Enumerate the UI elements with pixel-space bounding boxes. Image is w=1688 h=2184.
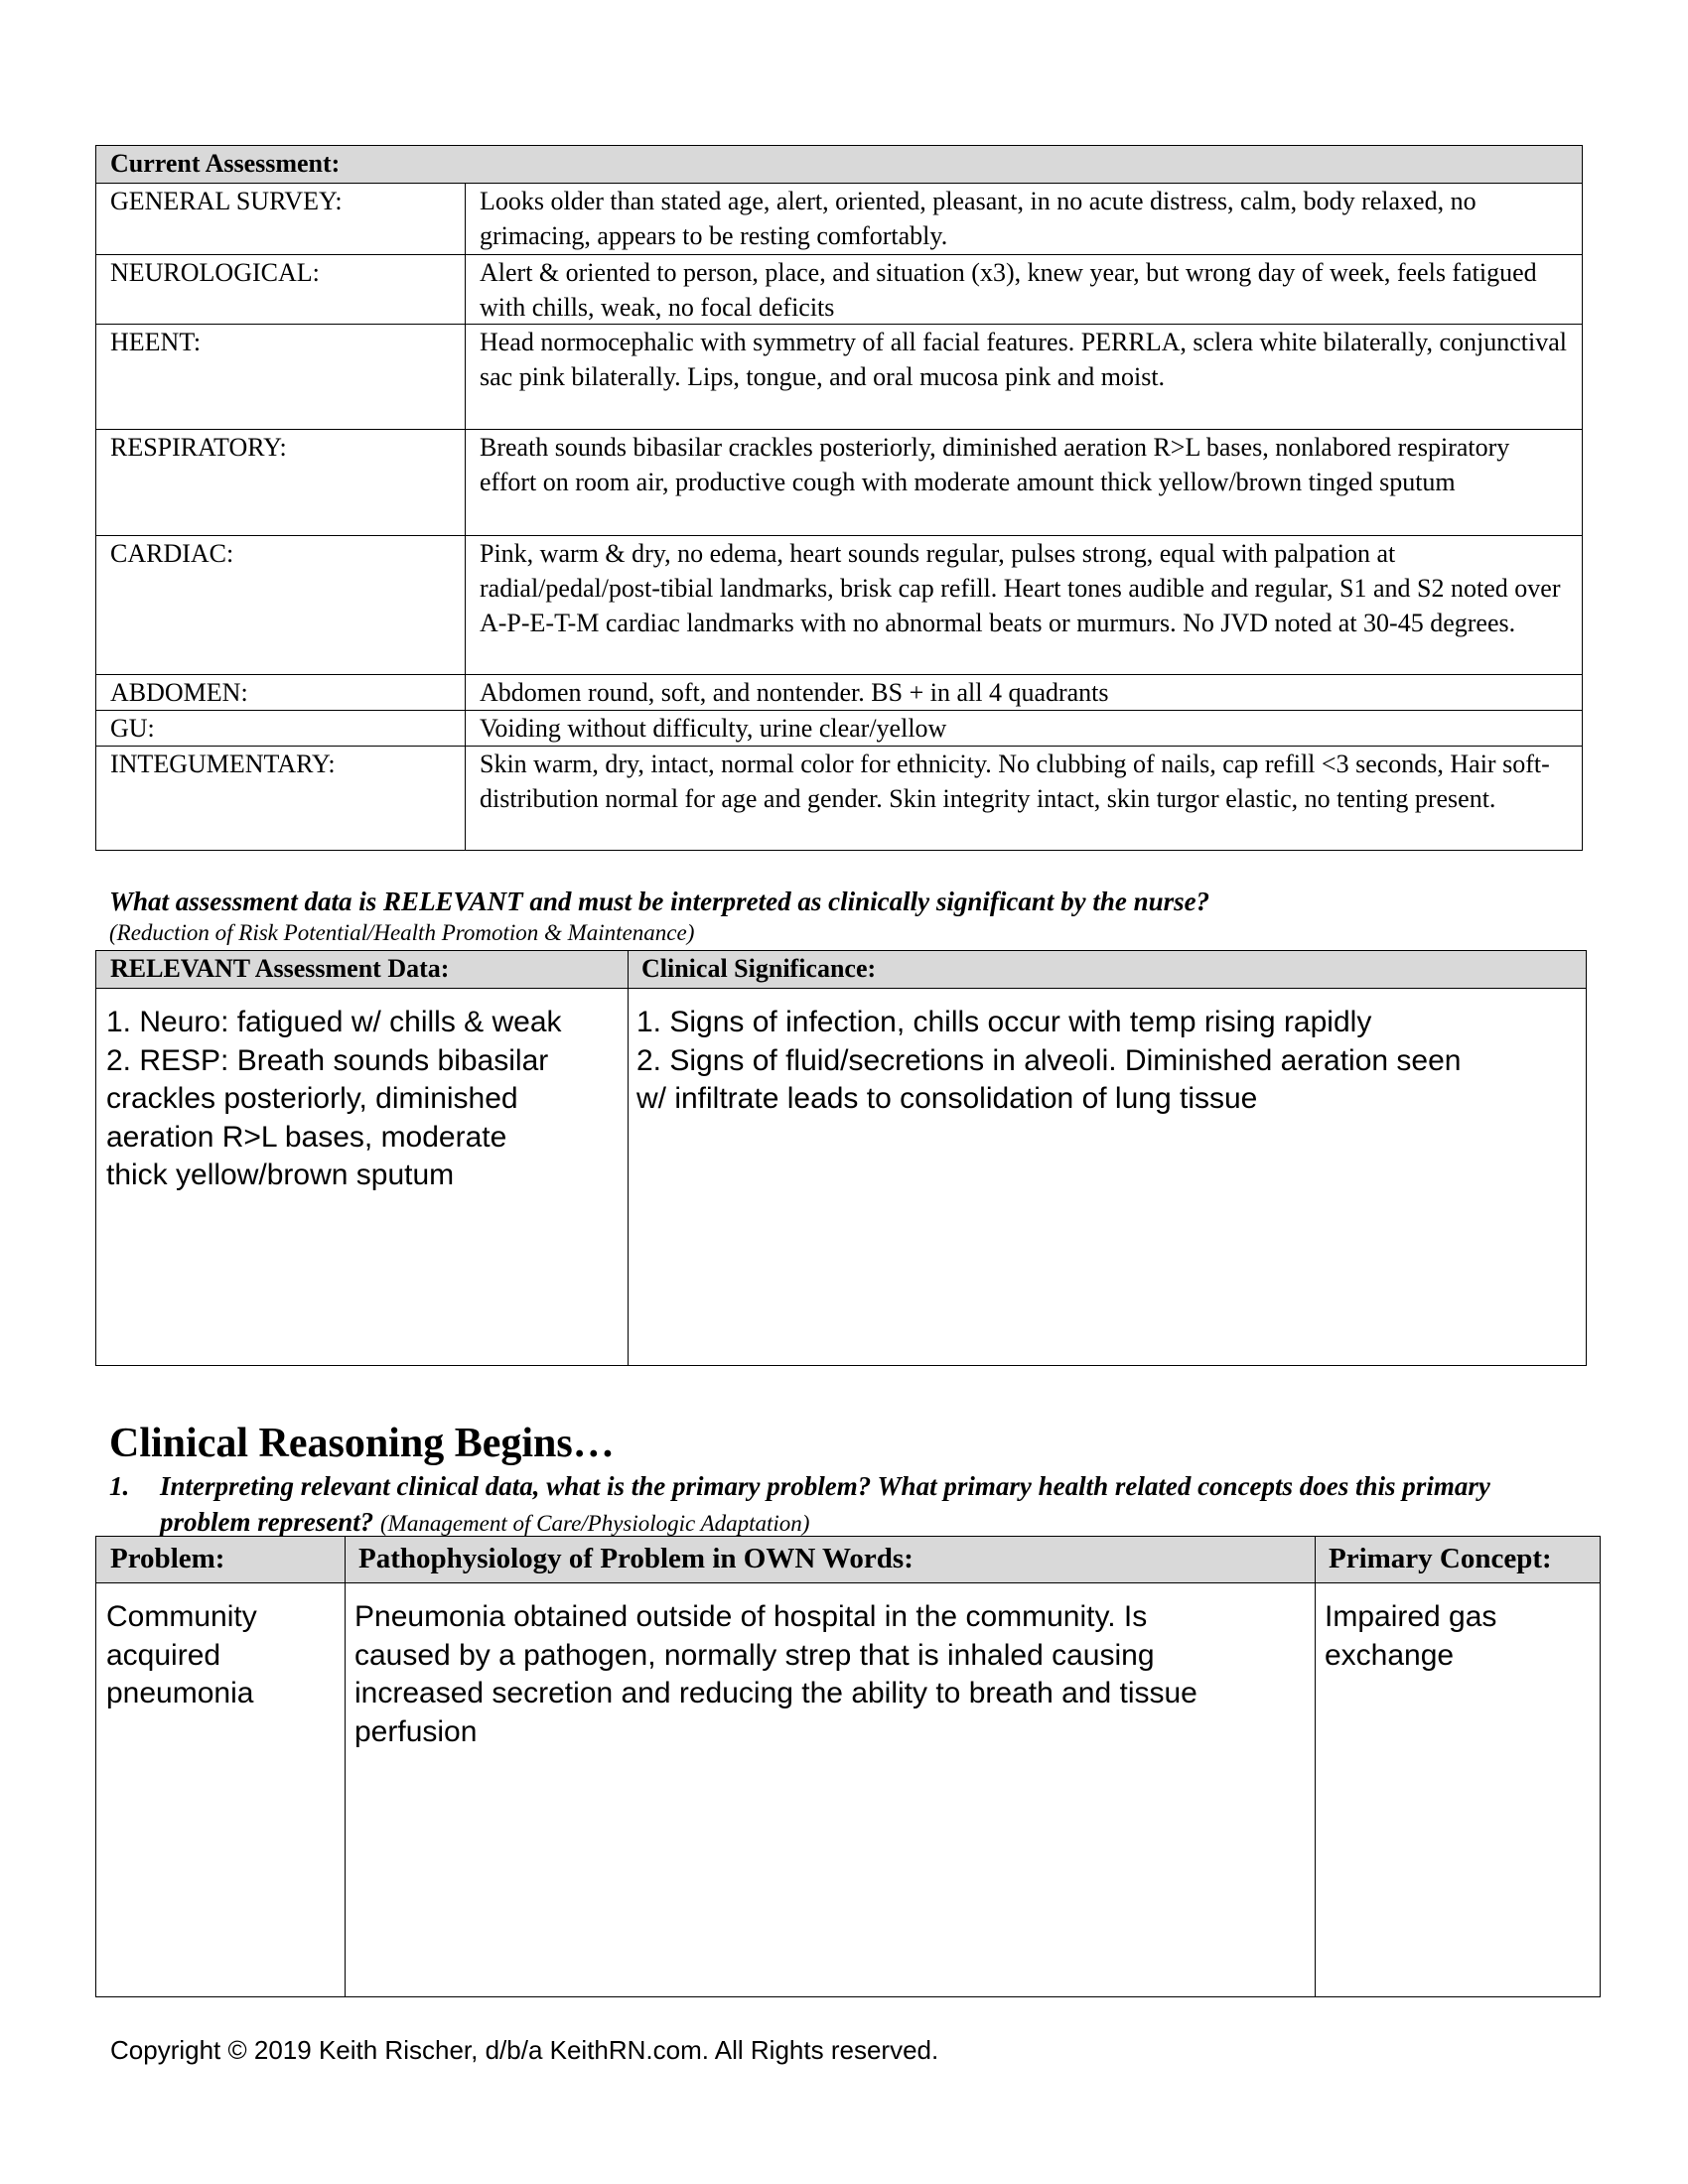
table-row: [96, 746, 1582, 852]
row-value: Breath sounds bibasilar crackles posteriorly, diminished aeration R>L bases, nonlabored respiratory effort on room air, productive cough with moderate amount thick yellow/brown tinged sputum: [480, 433, 1510, 496]
relevant-question: What assessment data is RELEVANT and must be interpreted as clinically significant by the nurse?: [109, 887, 1210, 916]
question-number: 1.: [109, 1471, 130, 1501]
current-assessment-table: [95, 145, 1583, 851]
header-divider: [96, 988, 1586, 989]
row-label: CARDIAC:: [110, 539, 234, 568]
row-value: Looks older than stated age, alert, oriented, pleasant, in no acute distress, calm, body relaxed, no grimacing, appears to be resting comfortably.: [480, 187, 1477, 250]
row-value: Pink, warm & dry, no edema, heart sounds regular, pulses strong, equal with palpation at radial/pedal/post-tibial landmarks, brisk cap refill. Heart tones audible and regular, S1 and S2 noted over A-P-E-T-M cardiac landmarks with no abnormal beats or murmurs. No JVD noted at 30-45 degrees.: [480, 539, 1561, 637]
copyright-footer: Copyright © 2019 Keith Rischer, d/b/a KeithRN.com. All Rights reserved.: [110, 2035, 939, 2065]
column-divider: [1315, 1537, 1316, 1996]
row-value: Alert & oriented to person, place, and situation (x3), knew year, but wrong day of week, feels fatigued with chills, weak, no focal deficits: [480, 258, 1537, 322]
problem-table: [95, 1536, 1601, 1997]
row-label: GENERAL SURVEY:: [110, 187, 343, 215]
question-subtitle: (Management of Care/Physiologic Adaptation): [380, 1511, 810, 1536]
row-value: Head normocephalic with symmetry of all facial features. PERRLA, sclera white bilaterally, conjunctival sac pink bilaterally. Lips, tongue, and oral mucosa pink and moist.: [480, 328, 1567, 391]
relevant-data-table: [95, 950, 1587, 1366]
table-row: [96, 674, 1582, 711]
problem-header: Problem:: [110, 1543, 225, 1574]
table-header: [96, 146, 1582, 183]
relevant-subtitle: (Reduction of Risk Potential/Health Promotion & Maintenance): [109, 920, 695, 945]
table-title: Current Assessment:: [110, 149, 341, 178]
row-label: INTEGUMENTARY:: [110, 750, 336, 778]
reasoning-question: [109, 1468, 1579, 1542]
row-value: Skin warm, dry, intact, normal color for ethnicity. No clubbing of nails, cap refill <3 seconds, Hair soft-distribution normal for age and gender. Skin integrity intact, skin turgor elastic, no tenting present.: [480, 750, 1550, 813]
row-label: RESPIRATORY:: [110, 433, 287, 462]
row-label: GU:: [110, 714, 155, 743]
table-row: [96, 710, 1582, 747]
table-row: [96, 429, 1582, 536]
column-divider: [345, 1537, 346, 1996]
table-row: [96, 254, 1582, 325]
question-text: Interpreting relevant clinical data, what is the primary problem? What primary health related concepts does this primary problem represent?: [160, 1471, 1490, 1537]
row-value: Abdomen round, soft, and nontender. BS + in all 4 quadrants: [480, 678, 1109, 707]
row-label: ABDOMEN:: [110, 678, 248, 707]
table-row: [96, 324, 1582, 430]
row-label: HEENT:: [110, 328, 202, 356]
row-value: Voiding without difficulty, urine clear/yellow: [480, 714, 947, 743]
primary-concept-header: Primary Concept:: [1329, 1543, 1552, 1574]
primary-concept-text[interactable]: Impaired gas exchange: [1325, 1600, 1497, 1672]
header-divider: [96, 1582, 1600, 1583]
table-row: [96, 183, 1582, 255]
relevant-data-header: RELEVANT Assessment Data:: [110, 954, 450, 983]
table-row: [96, 535, 1582, 675]
pathophysiology-header: Pathophysiology of Problem in OWN Words:: [358, 1543, 914, 1574]
clinical-significance-text[interactable]: 1. Signs of infection, chills occur with temp rising rapidly 2. Signs of fluid/secretions in alveoli. Diminished aeration seen w/ infiltrate leads to consolidation of lung tissue: [636, 1006, 1462, 1115]
column-divider: [628, 951, 629, 1365]
problem-text[interactable]: Community acquired pneumonia: [106, 1600, 257, 1709]
section-heading: Clinical Reasoning Begins…: [109, 1421, 615, 1466]
relevant-data-text[interactable]: 1. Neuro: fatigued w/ chills & weak 2. RESP: Breath sounds bibasilar crackles posteriorly, diminished aeration R>L bases, moderate thick yellow/brown sputum: [106, 1006, 562, 1191]
pathophysiology-text[interactable]: Pneumonia obtained outside of hospital in the community. Is caused by a pathogen, normally strep that is inhaled causing increased secretion and reducing the ability to breath and tissue perfusion: [354, 1600, 1197, 1748]
row-label: NEUROLOGICAL:: [110, 258, 320, 287]
clinical-significance-header: Clinical Significance:: [641, 954, 877, 983]
